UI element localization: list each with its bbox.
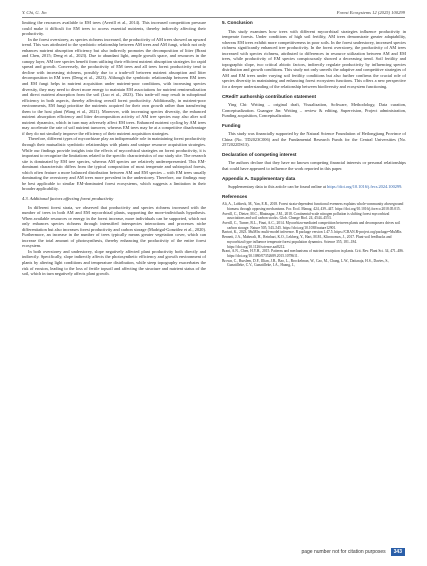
section-heading-declaration: Declaration of competing interest — [222, 151, 297, 157]
section-heading-credit: CRediT authorship contribution statement — [222, 93, 317, 99]
paragraph: The authors declare that they have no known competing financial interests or personal relationships that could have appeared to influence the work reported in this paper. — [222, 160, 406, 172]
running-header-journal: Forest Ecosystems 12 (2025) 100299 — [336, 10, 405, 15]
supplementary-link[interactable]: https://doi.org/10.1016/j.fecs.2024.100299 — [327, 184, 402, 190]
paragraph: This study examines how trees with different mycorrhizal strategies influence productivity in temperate forests. Under conditions of high soil fertility, AM trees demonstrate greater adaptability, whereas EM trees exhibit more competitiveness in poor soils. In the forest understorey, increased species richness significantly enhanced tree productivity. In the forest overstorey, the productivity of AM trees increased with species richness, attributed to differences in resource utilization between AM and EM trees, while productivity of EM species conspicuously showed a decreasing trend. Soil fertility and topographic slope, two critical abiotic factors, indirectly regulate productivity by influencing species distribution and growth conditions. This study not only unveils the adaptive and competitive strategies of AM and EM trees under varying soil fertility conditions but also further confirms the crucial role of species diversity in maintaining and enhancing forest ecosystem functions. This offers a new perspective for a deeper understanding of the relationship between biodiversity and ecosystem functioning. — [222, 28, 406, 90]
reference-item: Bennett, J.A., Maherali, H., Reinhart, K.O., Lekberg, Y., Hart, M.M., Klironomos, J., 2017. Plant-soil feedbacks and mycorrhizal type influence temperate forest population dynamics. Science 355, 181–184. https://doi.org/10.1126/science.aai8212. — [222, 235, 392, 249]
paragraph: This study was financially supported by the Natural Science Foundation of Heilongjiang Province of China (No. TD2023C006) and the Fundamental Research Funds for the Central Universities (No. 2572022DS13). — [222, 131, 406, 148]
paragraph: In both overstorey and understorey, slope negatively affected plant productivity both directly and indirectly. Specifically, slope indirectly affects the photosynthetic efficiency and growth environment of plants by altering light conditions and temperature distribution, while steep topography exacerbates the risk of erosion, leading to the loss of fertile topsoil and affecting the structure and nutrient status of the soil, which in turn negatively affects plant growth. — [22, 248, 206, 277]
footer-note: page number not for citation purposes — [301, 549, 386, 555]
running-header-authors: Y. Chi, G. Jin — [22, 10, 47, 15]
reference-item: Brant, A.N., Chen, H.Y.H., 2015. Patterns and mechanisms of nutrient resorption in plants. Crit. Rev. Plant Sci. 34, 471–486. https://doi.org/10.1080/07352689.2015.1078611. — [222, 249, 404, 258]
reference-item: Brown, C., Burslem, D.F., Illian, J.B., Bao, L., Brockelman, W., Cao, M., Chang, L.W., Dattaraja, H.S., Davies, S., Gunatilleke, C.V., Gunatilleke, I.A., Huang, J., — [222, 258, 390, 268]
reference-item: Ali, A., Lohbeck, M., Yan, E.R., 2018. Forest strata-dependent functional evenness explains whole-community aboveground biomass through opposing mechanisms. For. Ecol. Manag. 424, 439–447. https://doi.org/10.1016/j.foreco.2018.05.015. — [222, 202, 404, 211]
paragraph: In different forest strata, we observed that productivity and species richness increased with the number of trees in both AM and EM mycorrhizal plants, supporting the more-individuals hypothesis. When available resources or energy in the forest increase, more individuals can be supported, which not only enhances species richness through intensified interspecies interactions and processes niche differentiation but also increases forest productivity and carbon storage (Madrigal-González et al., 2020). Furthermore, an increase in the number of trees typically means greater vegetation cover, which can increase the total amount of photosynthesis, thereby enhancing the productivity of the entire forest ecosystem. — [22, 204, 206, 249]
subsection-heading: 4.3. Additional factors affecting forest productivity — [22, 195, 114, 201]
section-heading-funding: Funding — [222, 122, 241, 128]
paragraph: Therefore, different types of mycorrhizae play an indispensable role in maintaining forest productivity through their mutualistic symbiotic relationships with plants and unique resource acquisition strategies. While our findings provide insights into the effects of mycorrhizal strategies on forest productivity, it is important to recognize the limitations related to the specific characteristics of our study site. The research site is dominated by EM tree species, whereas AM species are relatively underrepresented. This EM-dominant characteristic differs from the typical composition of most temperate and subtropical forests, which often feature a more balanced distribution between AM and EM species – with EM trees usually dominating the overstorey and AM trees more prevalent in the understorey. Therefore, our findings may be best applicable to similar EM-dominated forest ecosystems, which suggests a limitation in their broader applicability. — [22, 136, 206, 192]
left-column — [22, 20, 206, 277]
page-footer — [301, 548, 405, 556]
right-column — [222, 20, 406, 268]
section-heading-references: References — [222, 193, 248, 199]
section-heading-appendix: Appendix A. Supplementary data — [222, 175, 296, 181]
reference-list — [222, 202, 406, 268]
paragraph: limiting the resources available to EM trees (Averill et al., 2014). This increased competition pressure could make it difficult for EM trees to access essential nutrients, thereby indirectly affecting their productivity. — [22, 20, 206, 37]
paragraph: In the forest overstorey, as species richness increased, the productivity of AM trees showed an upward trend. This was attributed to the symbiotic relationship between AM trees and AM fungi, which not only enhances nutrient absorption efficiency but also indirectly promotes the decomposition of litter (Brant and Chen, 2015; Deng et al., 2023). Due to abundant light, ample growth space, and resources in the canopy layer, AM tree species benefit from utilizing their efficient nutrient absorption strategies for rapid spread and growth. Conversely, the productivity of EM trees and all trees forest productivity tend to decline with increasing richness, possibly due to a trade-off between nutrient absorption and litter decomposition in EM trees (Deng et al., 2023). Although the symbiotic relationship between EM trees and EM fungi helps in nutrient acquisition under nutrient-poor conditions, with increasing species diversity, they may need to divert more energy to maintain EM associations for nutrient remineralization and direct nutrient absorption from the soil (Luo et al., 2023). This trade-off may result in suboptimal efficiency in both aspects, thereby affecting overall forest productivity. Additionally, in nutrient-poor environments, EM fungi prioritize the nutrients acquired for their own growth rather than transferring them to the host plant (Wang et al., 2021). Moreover, with increasing species diversity, the enhanced nutrient absorption efficiency and litter decomposition activity of AM tree species may also alter soil nutrient dynamics, which in turn may adversely affect EM trees. Enhanced nutrient cycling by AM trees may accelerate the rate of soil nutrient turnover, whereas EM trees may be at a competitive disadvantage if they do not similarly improve the efficiency of their nutrient acquisition strategies. — [22, 36, 206, 136]
appendix-text: Supplementary data to this article can be found online at — [228, 184, 328, 190]
page-number: 343 — [391, 548, 405, 556]
reference-item: Averill, C., Dietze, M.C., Bhatnagar, J.M., 2018. Continental-scale nitrogen pollution is shifting forest mycorrhizal associations and soil carbon stocks. Glob. Change Biol. 24, 4544–4553. — [222, 211, 390, 221]
reference-item: Averill, C., Turner, B.L., Finzi, A.C., 2014. Mycorrhiza-mediated competition between plants and decomposers drives soil carbon storage. Nature 505, 543–545. https://doi.org/10.1038/nature12901. — [222, 221, 401, 230]
section-heading-conclusion: 5. Conclusion — [222, 20, 253, 25]
paragraph: Supplementary data to this article can be found online at https://doi.org/10.1016/j.fecs.2024.100299. — [228, 184, 403, 190]
reference-item: Bartoń, K., 2023. MuMIn: multi-model inference. R package version 1.47.5. https://CRAN.R-project.org/package=MuMIn. — [222, 230, 403, 235]
paragraph: Ying Chi: Writing – original draft, Visualization, Software, Methodology, Data curation, Conceptualization. Guangze Jin: Writing – review & editing, Supervision, Project administration, Funding acquisition, Conceptualization. — [222, 102, 406, 119]
header-rule — [22, 17, 405, 18]
